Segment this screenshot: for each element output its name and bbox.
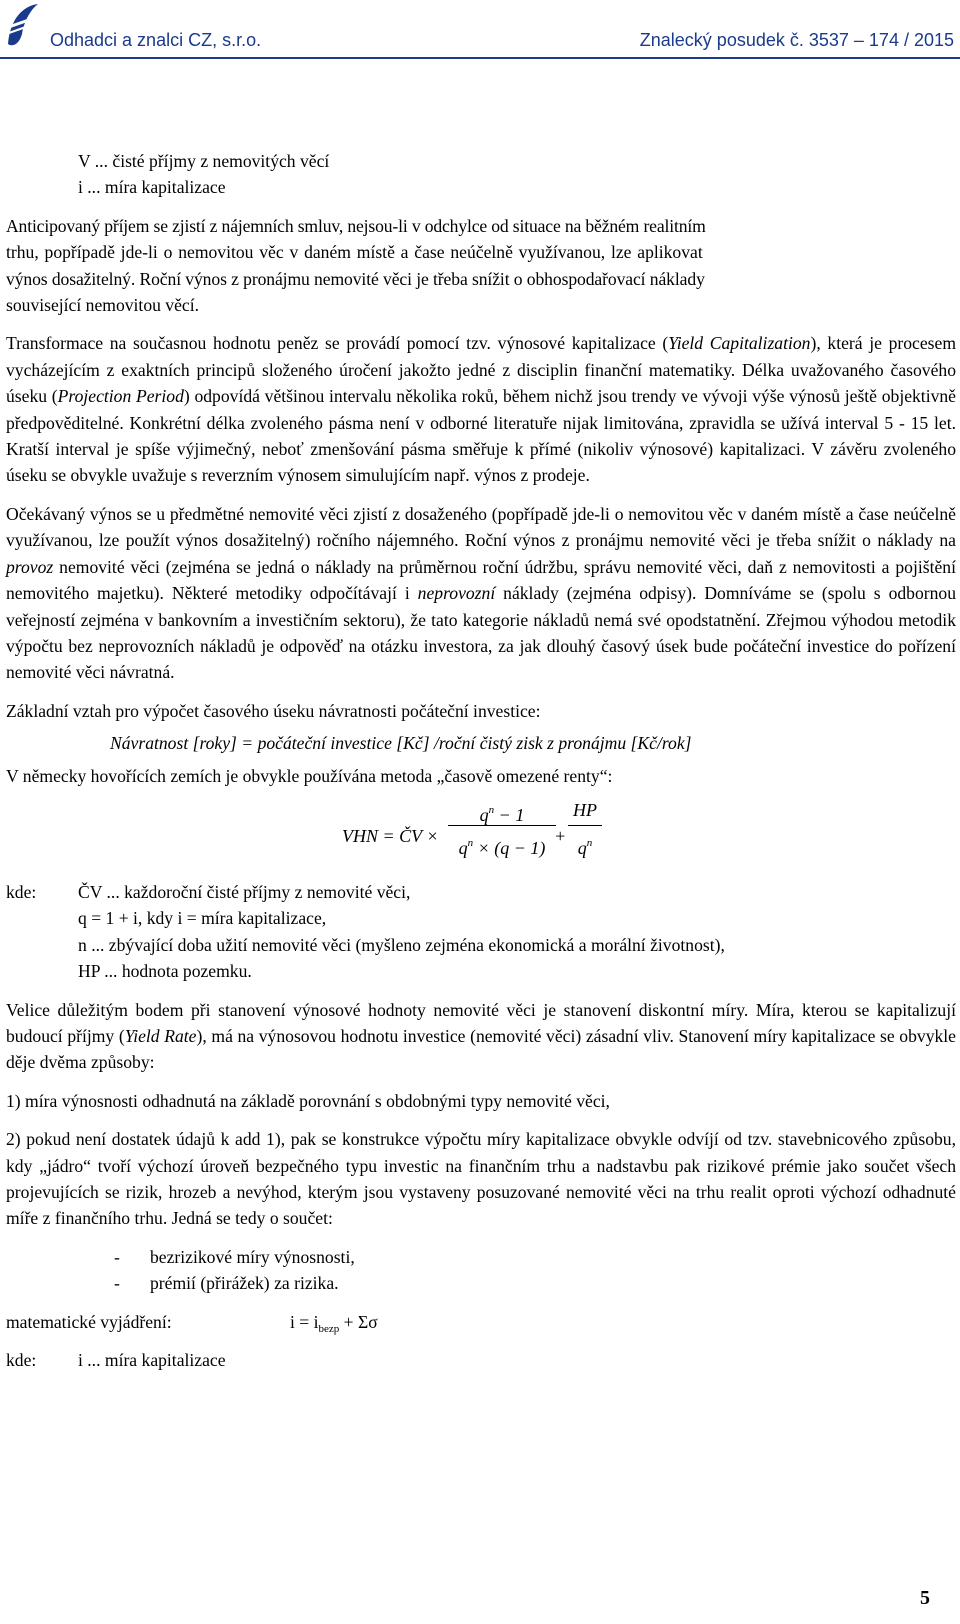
paragraph-expected-income: Očekávaný výnos se u předmětné nemovité věci zjistí z dosaženého (popřípadě jde-li o nemovitou věc v daném místě a čase neúčelně využívanou, lze použít výnos dosažitelný) ročního nájemného. Roční výnos z pronájmu nemovité věci je třeba snížit o náklady na provoz nemovité věci (zejména se jedná o náklady na průměrnou roční údržbu, správu nemovité věci, daň z nemovitosti a pojištění nemovitého majetku). Některé metodiky odpočítávají i neprovozní náklady (zejména odpisy). Domníváme se (spolu s odbornou veřejností zejména v bankovním a investičním sektoru), že tato kategorie nákladů nemá své opodstatnění. Zřejmou výhodou metodik výpočtu bez neprovozních nákladů je odpověď na otázku investora, za jak dlouhý časový úsek bude počáteční investice do pořízení nemovité věci návratná. [6, 503, 957, 683]
legend-item: i ... míra kapitalizace [78, 1349, 226, 1370]
paragraph-discount-rate: Velice důležitým bodem při stanovení výnosové hodnoty nemovité věci je stanovení diskontní míry. Míra, kterou se kapitalizují budoucí příjmy (Yield Rate), má na výnosovou hodnotu investice (nemovité věci) zásadní vliv. Stanovení míry kapitalizace se obvykle děje dvěma způsoby: [6, 999, 956, 1073]
header-company: Odhadci a znalci CZ, s.r.o. [50, 30, 262, 50]
method-one: 1) míra výnosnosti odhadnutá na základě porovnání s obdobnými typy nemovité věci, [6, 1090, 610, 1111]
formula-lhs: VHN = ČV × [342, 825, 439, 846]
paragraph-line: Anticipovaný příjem se zjistí z nájemních smluv, nejsou-li v odchylce od situace na běžném realitním [6, 215, 706, 236]
math-label: matematické vyjádření: [6, 1311, 172, 1332]
page-header [0, 0, 960, 60]
legend-label: kde: [6, 1349, 37, 1370]
paragraph-payback-intro: Základní vztah pro výpočet časového úseku návratnosti počáteční investice: [6, 700, 541, 721]
definition-item: V ... čisté příjmy z nemovitých věcí [78, 151, 330, 171]
payback-formula: Návratnost [roky] = počáteční investice [Kč] /roční čistý zisk z pronájmu [Kč/rok] [110, 733, 692, 754]
math-expression-row [6, 1309, 956, 1335]
legend-item: HP ... hodnota pozemku. [78, 961, 252, 982]
paragraph-german-method: V německy hovořících zemích je obvykle používána metoda „časově omezené renty“: [6, 765, 613, 786]
annuity-formula [6, 795, 956, 873]
formula-fraction-hp: HP $q^n$ [568, 795, 602, 856]
legend-item: ČV ... každoroční čisté příjmy z nemovité věci, [78, 881, 411, 902]
list-item: - prémií (přirážek) za rizika. [114, 1273, 339, 1294]
header-divider [0, 57, 960, 59]
legend-item: n ... zbývající doba užití nemovité věci (myšleno zejména ekonomická a morální životnost), [78, 934, 725, 955]
formula-plus: + [554, 825, 567, 846]
legend-label: kde: [6, 881, 37, 902]
document-body [6, 148, 956, 1373]
sum-components-list [6, 1244, 956, 1297]
top-definitions [6, 148, 956, 201]
company-logo-icon [4, 0, 42, 52]
paragraph-line: trhu, popřípadě jde-li o nemovitou věc v daném místě a čase neúčelně využívanou, lze aplikovat [6, 242, 703, 263]
definition-item: i ... míra kapitalizace [78, 177, 226, 198]
paragraph-anticipated-income [6, 213, 956, 319]
legend-item: q = 1 + i, kdy i = míra kapitalizace, [78, 908, 327, 929]
math-legend [6, 1347, 956, 1373]
paragraph-yield-capitalization: Transformace na současnou hodnotu peněz se provádí pomocí tzv. výnosové kapitalizace (Yield Capitalization), která je procesem vycházejícím z exaktních principů složeného úročení jakožto jedné z disciplin finanční matematiky. Délka uvažovaného časového úseku (Projection Period) odpovídá většinou intervalu několika roků, během nichž jsou trendy ve vývoji výše výnosů ještě objektivně předpověditelné. Konkrétní délka zvoleného pásma není v odborné literatuře nijak limitována, zpravidla se užívá interval 5 - 15 let. Kratší interval je spíše výjimečný, neboť zmenšování pásma směřuje k přímé (nikoliv výnosové) kapitalizaci. V závěru zvoleného úseku se obvykle uvažuje s reverzním výnosem simulujícím např. výnos z prodeje. [6, 333, 957, 486]
header-report-number: Znalecký posudek č. 3537 – 174 / 2015 [639, 30, 954, 50]
paragraph-line: výnos dosažitelný. Roční výnos z pronájmu nemovité věci je třeba snížit o obhospodařovací náklady [6, 268, 705, 289]
method-two: 2) pokud není dostatek údajů k add 1), pak se konstrukce výpočtu míry kapitalizace obvykle odvíjí od tzv. stavebnicového způsobu, kdy „jádro“ tvoří výchozí úroveň bezpečného typu investic na finančním trhu a nadstavbu pak rizikové prémie jako součet všech projevujících se rizik, hrozeb a nevýhod, kterým jsou vystaveny posuzované nemovité věci na trhu realit oproti výchozí odhadnuté míře z finančního trhu. Jedná se tedy o součet: [6, 1129, 956, 1229]
paragraph-line: související nemovitou věcí. [6, 295, 200, 316]
list-item: - bezrizikové míry výnosnosti, [114, 1246, 355, 1267]
formula-fraction: $q^n - 1$ $q^n \times (q - 1)$ [448, 795, 556, 856]
math-expression: $i = i_{bezp} + \Sigma\sigma$ [290, 1311, 378, 1335]
formula-legend [6, 879, 956, 985]
page-number: 5 [920, 1587, 930, 1609]
